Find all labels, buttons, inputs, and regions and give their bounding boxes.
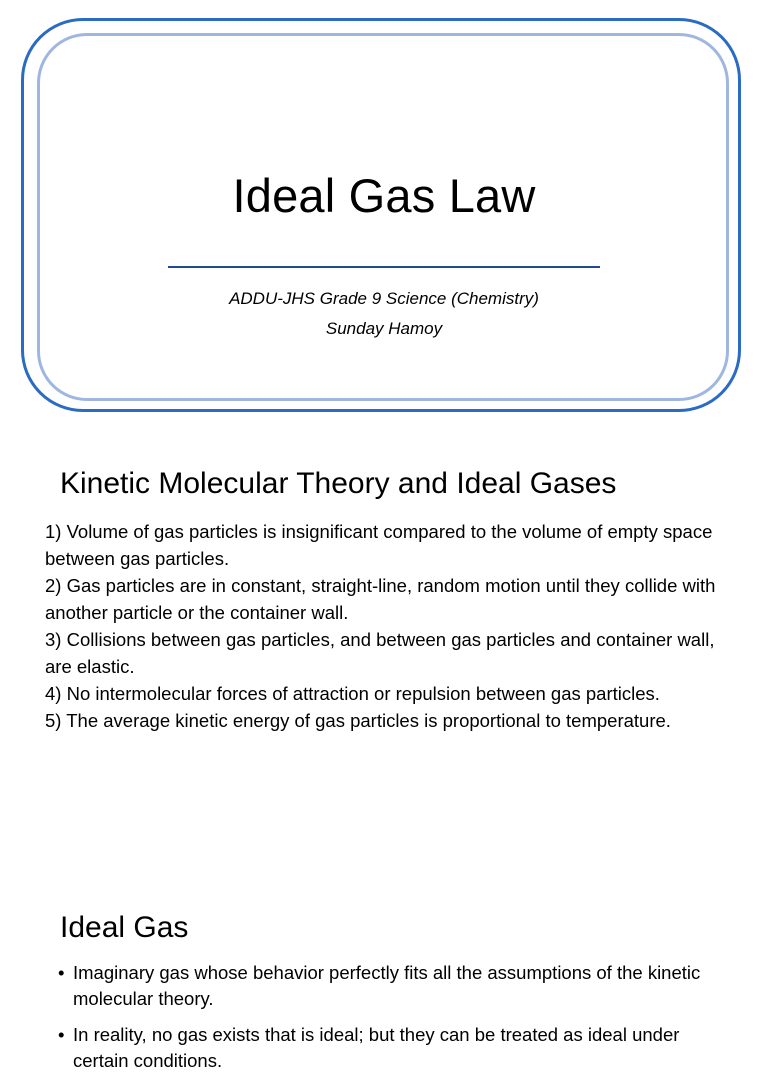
ideal-gas-list [58,960,728,1084]
list-item: 4) No intermolecular forces of attraction or repulsion between gas particles. [45,683,660,704]
ideal-gas-slide [0,872,768,1071]
list-item: 2) Gas particles are in constant, straight-line, random motion until they collide with another particle or the container wall. [45,575,716,623]
kmt-list [45,518,725,734]
list-item [58,1022,728,1074]
author-name: Sunday Hamoy [325,319,443,338]
list-item [58,960,728,1012]
title-divider [168,266,600,268]
title-slide [0,0,768,432]
kmt-slide [0,432,768,872]
page-title: Ideal Gas Law [232,169,536,222]
ideal-gas-heading: Ideal Gas [60,911,189,944]
list-item: 5) The average kinetic energy of gas particles is proportional to temperature. [45,710,671,731]
course-subtitle: ADDU-JHS Grade 9 Science (Chemistry) [229,289,539,308]
bullet-icon: • [58,1024,65,1045]
bullet-text: Imaginary gas whose behavior perfectly fits all the assumptions of the kinetic molecular theory. [73,962,701,1009]
bullet-text: In reality, no gas exists that is ideal; but they can be treated as ideal under certain conditions. [73,1024,680,1071]
bullet-icon: • [58,962,65,983]
list-item: 3) Collisions between gas particles, and between gas particles and container wall, are elastic. [45,629,715,677]
kmt-heading: Kinetic Molecular Theory and Ideal Gases [60,467,617,500]
list-item: 1) Volume of gas particles is insignificant compared to the volume of empty space between gas particles. [45,521,713,569]
